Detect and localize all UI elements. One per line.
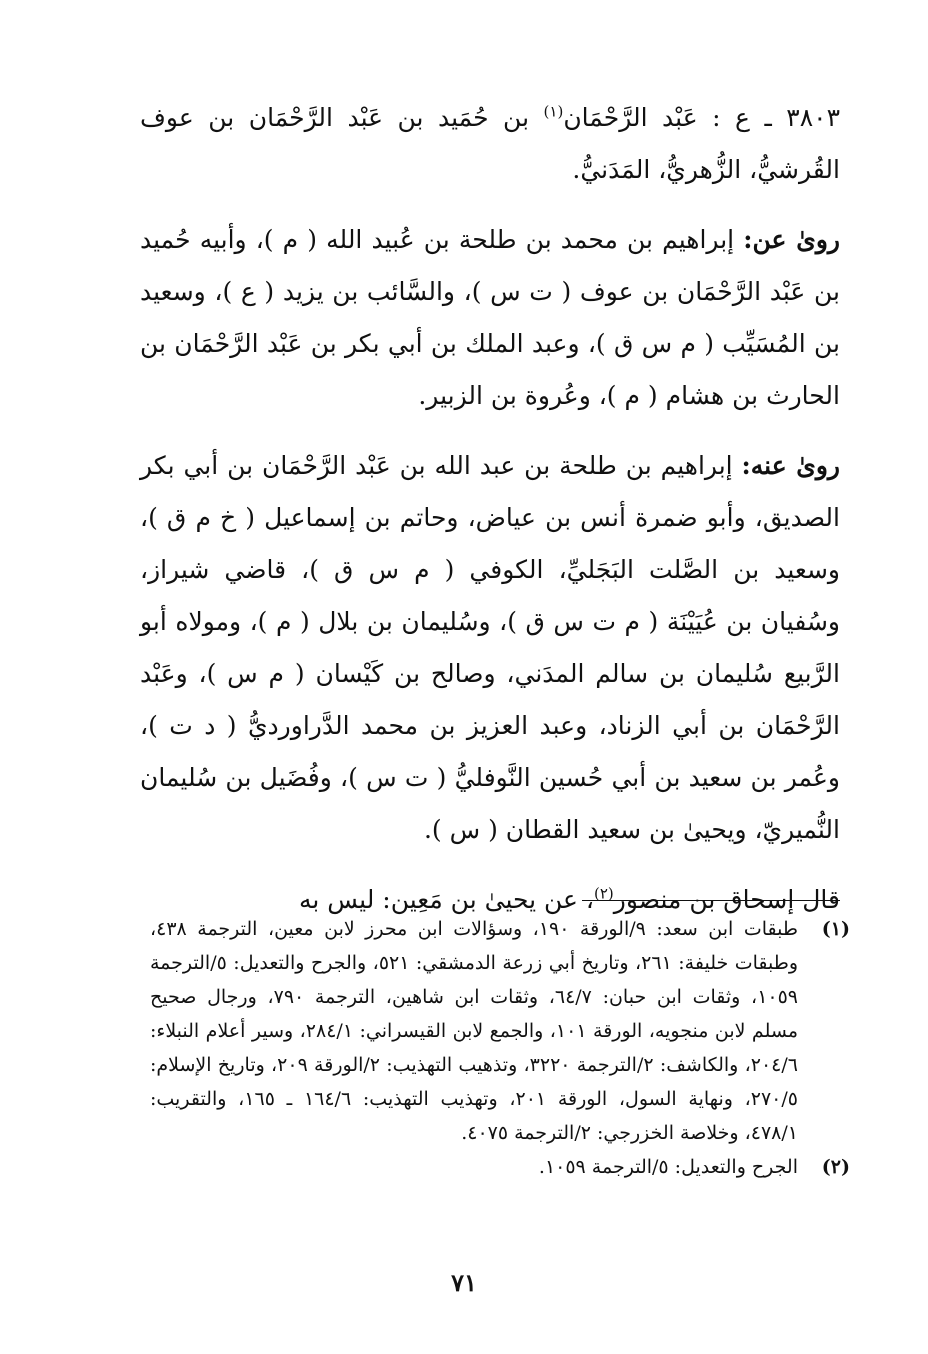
footnote-ref-2: (٢) [594, 884, 614, 903]
footnote-number: (١) [821, 918, 850, 940]
narrated-by-label: روىٰ عنه: [741, 451, 840, 480]
entry-name-rest: بن حُمَيد بن عَبْد الرَّحْمَان بن عوف القُرشيُّ، الزُّهريُّ، المَدَنيُّ. [140, 103, 840, 184]
entry-name: عَبْد الرَّحْمَان [563, 103, 698, 132]
footnotes [150, 912, 850, 1184]
narrated-by-paragraph [140, 440, 840, 856]
entry-symbol: ع [735, 103, 750, 132]
entry-colon: : [697, 103, 736, 132]
footnote-divider [582, 900, 840, 901]
page-number: ٧١ [451, 1268, 477, 1297]
narrated-from-label: روىٰ عن: [743, 225, 840, 254]
footnote-text: طبقات ابن سعد: ٩/الورقة ١٩٠، وسؤالات ابن محرز لابن معين، الترجمة ٤٣٨، وطبقات خليفة: ٢٦١، وتاريخ أبي زرعة الدمشقي: ٥٢١، والجرح والتعديل: ٥/الترجمة ١٠٥٩، وثقات ابن حبان: ٦٤/٧، وثقات ابن شاهين، الترجمة ٧٩٠، ورجال صحيح مسلم لابن منجويه، الورقة ١٠١، والجمع لابن القيسراني: ٢٨٤/١، وسير أعلام النبلاء: ٢٠٤/٦، والكاشف: ٢/الترجمة ٣٢٢٠، وتذهيب التهذيب: ٢/الورقة ٢٠٩، وتاريخ الإسلام: ٢٧٠/٥، ونهاية السول، الورقة ٢٠١، وتهذيب التهذيب: ١٦٤/٦ ـ ١٦٥، والتقريب: ٤٧٨/١، وخلاصة الخزرجي: ٢/الترجمة ٤٠٧٥. [150, 918, 799, 1144]
qala-text-after: ، عن يحيىٰ بن مَعِين: ليس به [298, 885, 594, 914]
narrated-from-paragraph [140, 214, 840, 422]
footnote-text: الجرح والتعديل: ٥/الترجمة ١٠٥٩. [538, 1156, 798, 1178]
footnote-ref-1: (١) [543, 102, 564, 121]
main-text [140, 92, 840, 944]
entry-dash: ـ [749, 103, 787, 132]
narrated-from-text: إبراهيم بن محمد بن طلحة بن عُبيد الله ( م )، وأبيه حُميد بن عَبْد الرَّحْمَان بن عوف ( ت س )، والسَّائب بن يزيد ( ع )، وسعيد بن المُسَيِّب ( م س ق )، وعبد الملك بن أبي بكر بن عَبْد الرَّحْمَان بن الحارث بن هشام ( م )، وعُروة بن الزبير. [140, 225, 840, 410]
narrated-by-text: إبراهيم بن طلحة بن عبد الله بن عَبْد الرَّحْمَان بن أبي بكر الصديق، وأبو ضمرة أنس بن عياض، وحاتم بن إسماعيل ( خ م ق )، وسعيد بن الصَّلت البَجَليِّ، الكوفي ( م س ق )، قاضي شيراز، وسُفيان بن عُيَيْنَة ( م ت س ق )، وسُليمان بن بلال ( م )، ومولاه أبو الرَّبيع سُليمان بن سالم المدَني، وصالح بن كَيْسان ( م س )، وعَبْد الرَّحْمَان بن أبي الزناد، وعبد العزيز بن محمد الدَّراورديُّ ( د ت )، وعُمر بن سعيد بن أبي حُسين النَّوفليُّ ( ت س )، وفُضَيل بن سُليمان النُّميريّ، ويحيىٰ بن سعيد القطان ( س ). [140, 451, 840, 844]
entry-heading [140, 92, 840, 196]
footnote-number: (٢) [821, 1156, 850, 1178]
footnote-1 [150, 912, 850, 1150]
qala-text-before: قال إسحاق بن منصور [613, 885, 840, 914]
entry-number: ٣٨٠٣ [786, 103, 840, 132]
footnote-2 [150, 1150, 850, 1184]
